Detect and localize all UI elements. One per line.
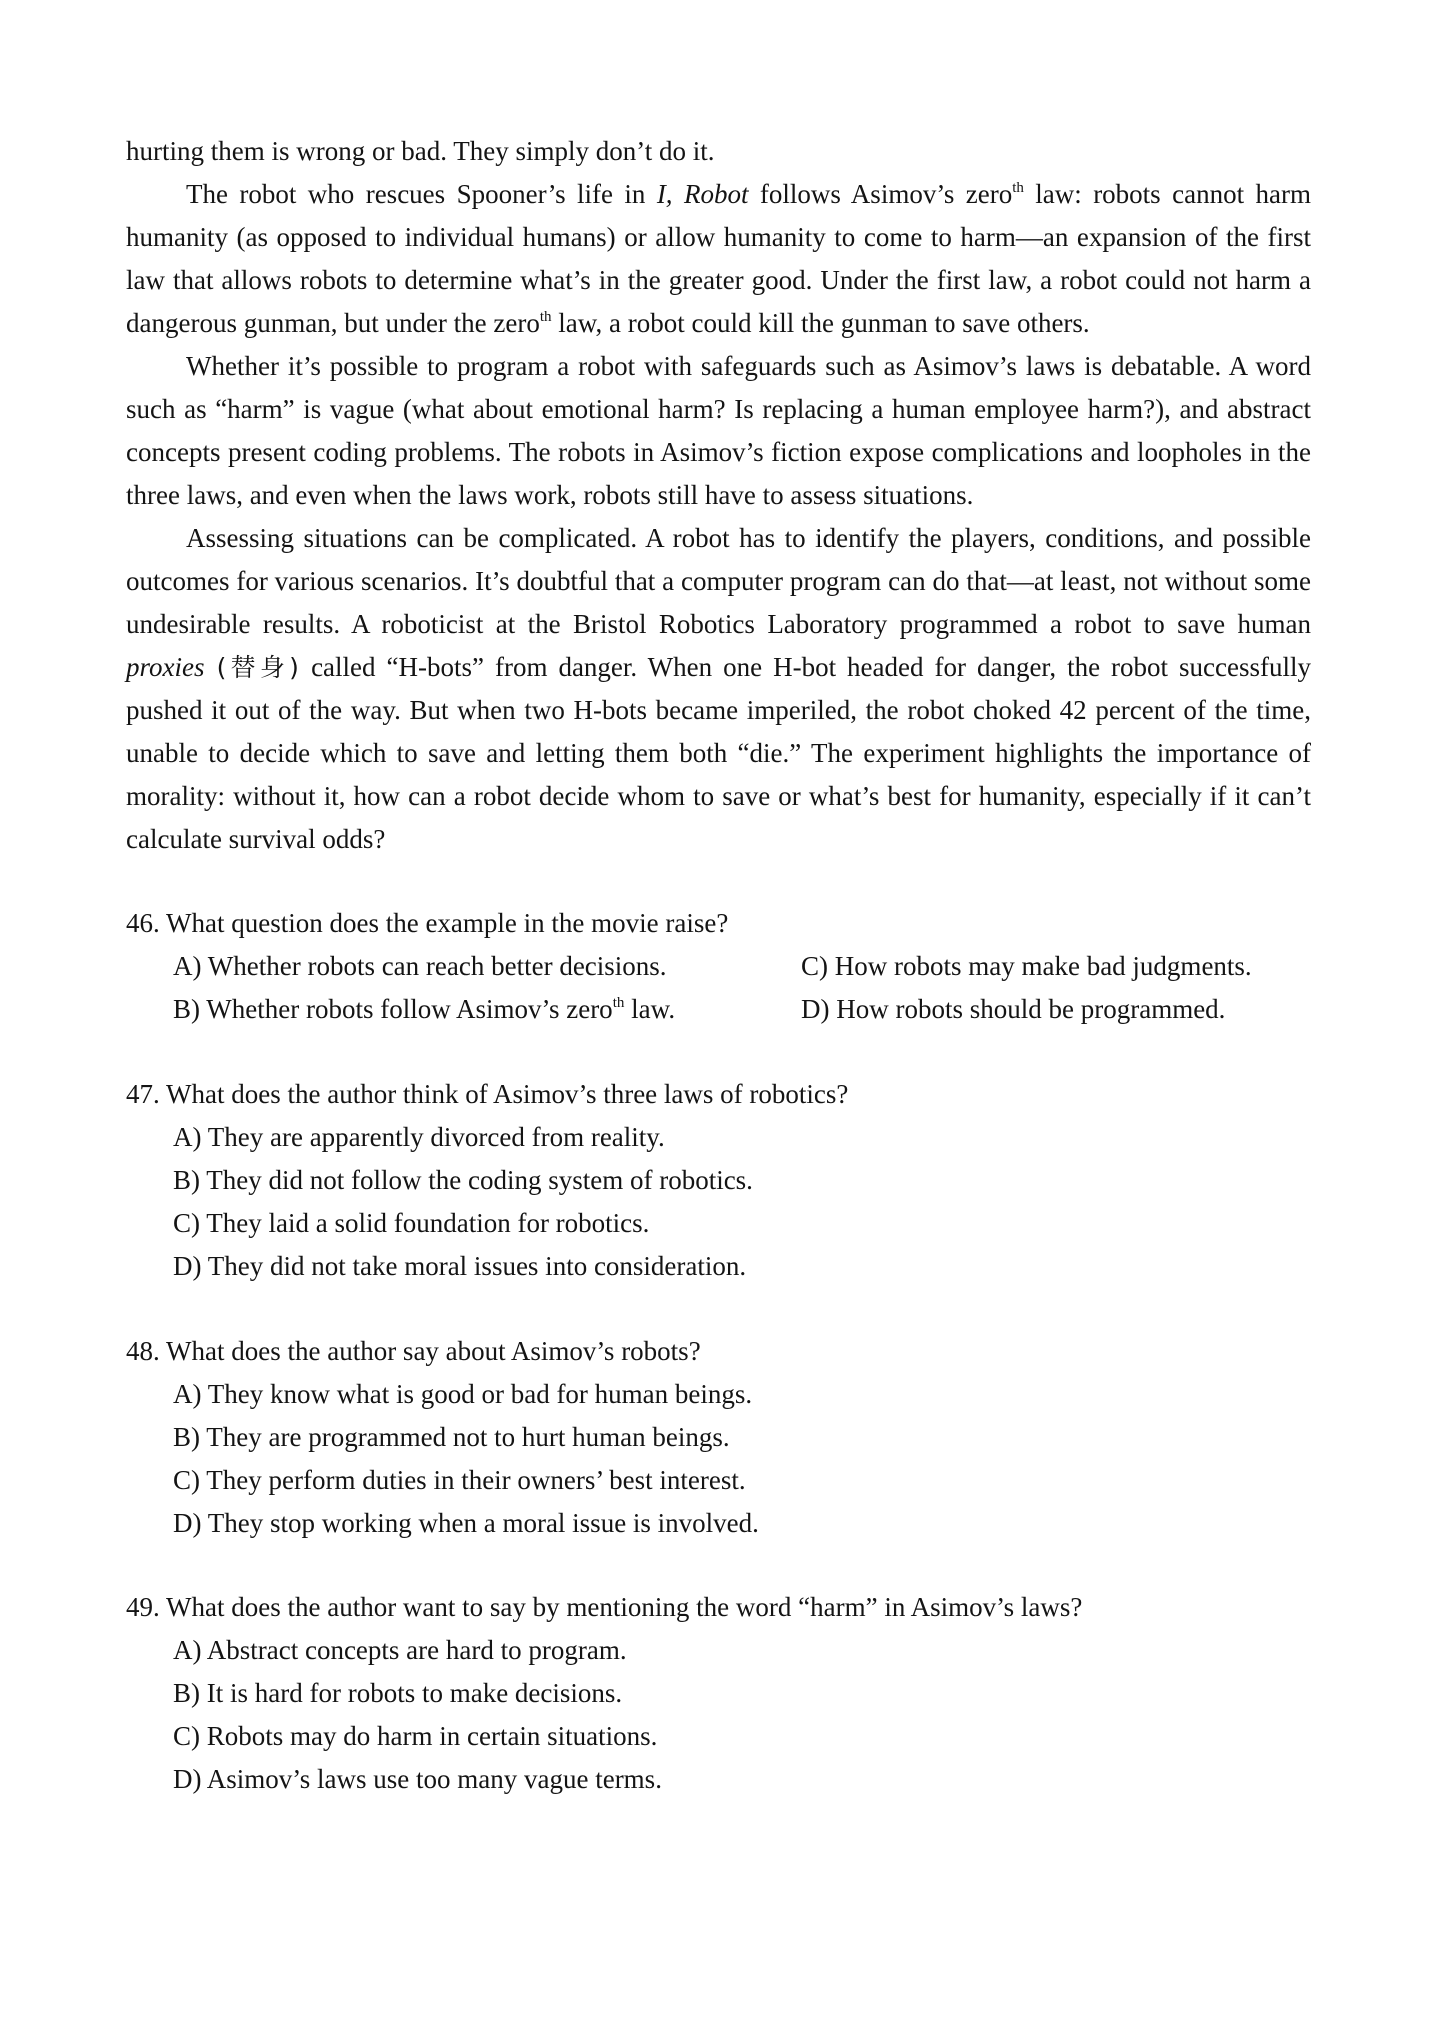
p2-text-before-title: The robot who rescues Spooner’s life in [186,179,657,209]
option-d[interactable]: D) How robots should be programmed. [801,994,1226,1024]
option-c[interactable]: C) They perform duties in their owners’ best interest. [173,1465,746,1495]
question-options [173,1373,1311,1545]
p2-text-after-title: follows Asimov’s zero [748,179,1013,209]
superscript-th: th [1012,180,1024,196]
option-a[interactable]: A) They are apparently divorced from reality. [173,1122,665,1152]
option-a[interactable]: A) Whether robots can reach better decisions. [173,951,667,981]
p2-text-rest-2: law, a robot could kill the gunman to save others. [551,308,1090,338]
option-c[interactable]: C) Robots may do harm in certain situations. [173,1721,658,1751]
option-b[interactable]: B) It is hard for robots to make decisions. [173,1678,623,1708]
option-c[interactable]: C) How robots may make bad judgments. [801,951,1252,981]
question-48 [126,1330,1311,1545]
option-b-text: B) Whether robots follow Asimov’s zero [173,994,613,1024]
question-stem: 49. What does the author want to say by mentioning the word “harm” in Asimov’s laws? [126,1592,1083,1622]
option-d[interactable]: D) They did not take moral issues into consideration. [173,1251,747,1281]
option-d[interactable]: D) They stop working when a moral issue is involved. [173,1508,759,1538]
passage-paragraph-2 [126,173,1311,345]
superscript-th: th [539,309,552,325]
option-c[interactable]: C) They laid a solid foundation for robotics. [173,1208,650,1238]
superscript-th: th [612,995,625,1011]
question-stem: 47. What does the author think of Asimov’s three laws of robotics? [126,1079,849,1109]
passage-paragraph-1: hurting them is wrong or bad. They simply don’t do it. [126,136,715,166]
question-stem: 48. What does the author say about Asimov’s robots? [126,1336,701,1366]
p4-text-after-gloss: called “H-bots” from danger. When one H-bot headed for danger, the robot successfully pushed it out of the way. But when two H-bots became imperiled, the robot choked 42 percent of the time, unable to decide which to save and letting them both “die.” The experiment highlights the importance of morality: without it, how can a robot decide whom to save or what’s best for humanity, especially if it can’t calculate survival odds? [126,652,1311,854]
option-a[interactable]: A) Abstract concepts are hard to program. [173,1635,627,1665]
option-b[interactable]: B) They did not follow the coding system of robotics. [173,1165,753,1195]
question-stem: 46. What question does the example in the movie raise? [126,908,729,938]
question-47 [126,1073,1311,1288]
option-a[interactable]: A) They know what is good or bad for human beings. [173,1379,753,1409]
option-b[interactable]: B) They are programmed not to hurt human beings. [173,1422,730,1452]
passage [126,130,1311,861]
passage-paragraph-4 [126,517,1311,861]
question-options [173,1629,1311,1801]
movie-title: I, Robot [656,179,749,209]
p2-text-rest-1: law: robots cannot harm humanity (as opposed to individual humans) or allow humanity to come to harm—an expansion of the first law that allows robots to determine what’s in the greater good. Under the first law, a robot could not harm a dangerous gunman, but under the zero [126,179,1311,338]
chinese-gloss: (替身) [204,653,312,682]
option-b-text-end: law. [624,994,676,1024]
option-b[interactable] [173,988,801,1031]
option-d[interactable]: D) Asimov’s laws use too many vague terms. [173,1764,662,1794]
question-49 [126,1586,1311,1801]
passage-paragraph-3: Whether it’s possible to program a robot with safeguards such as Asimov’s laws is debatable. A word such as “harm” is vague (what about emotional harm? Is replacing a human employee harm?), and abstract concepts present coding problems. The robots in Asimov’s fiction expose complications and loopholes in the three laws, and even when the laws work, robots still have to assess situations. [126,351,1311,510]
p4-text-before-italic: Assessing situations can be complicated. A robot has to identify the players, conditions, and possible outcomes for various scenarios. It’s doubtful that a computer program can do that—at least, not without some undesirable results. A roboticist at the Bristol Robotics Laboratory programmed a robot to save human [126,523,1311,639]
question-options [173,1116,1311,1288]
question-options [173,945,1311,1031]
italic-word-proxies: proxies [126,652,205,682]
question-46 [126,902,1311,1031]
